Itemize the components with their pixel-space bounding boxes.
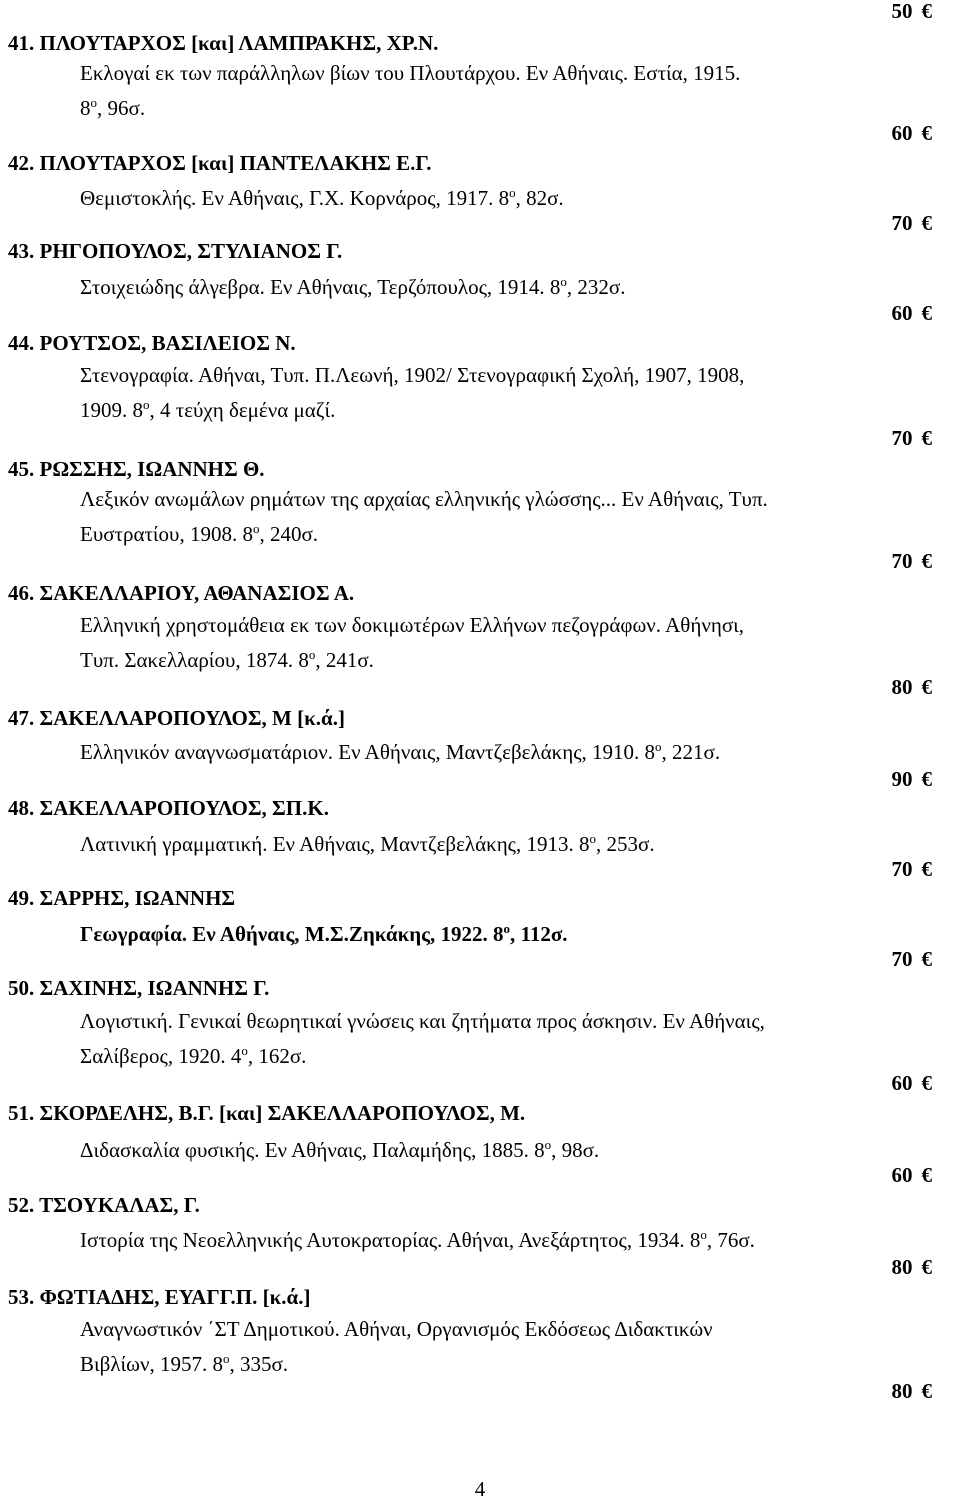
entry-heading: 42. ΠΛΟΥΤΑΡΧΟΣ [και] ΠΑΝΤΕΛΑΚΗΣ Ε.Γ.	[8, 151, 432, 175]
entry-heading: 46. ΣΑΚΕΛΛΑΡΙΟΥ, ΑΘΑΝΑΣΙΟΣ Α.	[8, 581, 355, 605]
entry-heading: 48. ΣΑΚΕΛΛΑΡΟΠΟΥΛΟΣ, ΣΠ.Κ.	[8, 796, 329, 820]
entry-heading: 43. ΡΗΓΟΠΟΥΛΟΣ, ΣΤΥΛΙΑΝΟΣ Γ.	[8, 239, 343, 263]
entry-description: Θεμιστοκλής. Εν Αθήναις, Γ.Χ. Κορνάρος, 1917. $8^o$, 82σ.	[80, 185, 564, 210]
price-tag: 60 €	[891, 301, 932, 325]
price-tag: 60 €	[891, 121, 932, 145]
price-tag: 60 €	[891, 1163, 932, 1187]
price-tag: 50 €	[891, 0, 932, 23]
entry-description: Λογιστική. Γενικαί θεωρητικαί γνώσεις και ζητήματα προς άσκησιν. Εν Αθήναις,	[80, 1009, 765, 1033]
entry-description: Ευστρατίου, 1908. $8^o$, 240σ.	[80, 521, 319, 546]
entry-heading: 44. ΡΟΥΤΣΟΣ, ΒΑΣΙΛΕΙΟΣ Ν.	[8, 331, 296, 355]
entry-heading: 41. ΠΛΟΥΤΑΡΧΟΣ [και] ΛΑΜΠΡΑΚΗΣ, ΧΡ.Ν.	[8, 31, 439, 55]
page-number: 4	[474, 1477, 486, 1501]
entry-heading: 53. ΦΩΤΙΑΔΗΣ, ΕΥΑΓΓ.Π. [κ.ά.]	[8, 1285, 311, 1309]
price-tag: 80 €	[891, 1255, 932, 1279]
entry-description: Αναγνωστικόν ΄ΣΤ Δημοτικού. Αθήναι, Οργανισμός Εκδόσεως Διδακτικών	[80, 1317, 713, 1341]
entry-description: Σαλίβερος, 1920. $4^o$, 162σ.	[80, 1043, 307, 1068]
entry-heading: 51. ΣΚΟΡΔΕΛΗΣ, Β.Γ. [και] ΣΑΚΕΛΛΑΡΟΠΟΥΛΟΣ, Μ.	[8, 1101, 526, 1125]
entry-description: Βιβλίων, 1957. $8^o$, 335σ.	[80, 1351, 289, 1376]
entry-description: Διδασκαλία φυσικής. Εν Αθήναις, Παλαμήδης, 1885. $8^o$, 98σ.	[80, 1137, 600, 1162]
entry-description: Ελληνικόν αναγνωσματάριον. Εν Αθήναις, Μαντζεβελάκης, 1910. $8^o$, 221σ.	[80, 739, 721, 764]
price-tag: 60 €	[891, 1071, 932, 1095]
entry-heading: 49. ΣΑΡΡΗΣ, ΙΩΑΝΝΗΣ	[8, 886, 236, 910]
price-tag: 70 €	[891, 211, 932, 235]
price-tag: 90 €	[891, 767, 932, 791]
entry-description: Λεξικόν ανωμάλων ρημάτων της αρχαίας ελληνικής γλώσσης... Εν Αθήναις, Τυπ.	[80, 487, 768, 511]
price-tag: 70 €	[891, 947, 932, 971]
price-tag: 70 €	[891, 549, 932, 573]
entry-description: Ελληνική χρηστομάθεια εκ των δοκιμωτέρων Ελλήνων πεζογράφων. Αθήνησι,	[80, 613, 745, 637]
entry-description: Στενογραφία. Αθήναι, Τυπ. Π.Λεωνή, 1902/ Στενογραφική Σχολή, 1907, 1908,	[80, 363, 745, 387]
entry-description: Λατινική γραμματική. Εν Αθήναις, Μαντζεβελάκης, 1913. $8^o$, 253σ.	[80, 831, 655, 856]
entry-description: Γεωγραφία. Εν Αθήναις, Μ.Σ.Ζηκάκης, 1922. $8^o$, 112σ.	[80, 921, 568, 946]
entry-description: Ιστορία της Νεοελληνικής Αυτοκρατορίας. Αθήναι, Ανεξάρτητος, 1934. $8^o$, 76σ.	[80, 1227, 755, 1252]
entry-heading: 47. ΣΑΚΕΛΛΑΡΟΠΟΥΛΟΣ, Μ [κ.ά.]	[8, 706, 345, 730]
price-tag: 70 €	[891, 426, 932, 450]
entry-description: Στοιχειώδης άλγεβρα. Εν Αθήναις, Τερζόπουλος, 1914. $8^o$, 232σ.	[80, 274, 626, 299]
entry-heading: 45. ΡΩΣΣΗΣ, ΙΩΑΝΝΗΣ Θ.	[8, 457, 265, 481]
entry-description: Εκλογαί εκ των παράλληλων βίων του Πλουτάρχου. Εν Αθήναις. Εστία, 1915.	[80, 61, 741, 85]
entry-description: $8^o$, 96σ.	[80, 95, 146, 120]
entry-description: 1909. $8^o$, 4 τεύχη δεμένα μαζί.	[80, 397, 336, 422]
price-tag: 70 €	[891, 857, 932, 881]
entry-description: Τυπ. Σακελλαρίου, 1874. $8^o$, 241σ.	[80, 647, 374, 672]
price-tag: 80 €	[891, 675, 932, 699]
price-tag: 80 €	[891, 1379, 932, 1403]
entry-heading: 52. ΤΣΟΥΚΑΛΑΣ, Γ.	[8, 1193, 200, 1217]
entry-heading: 50. ΣΑΧΙΝΗΣ, ΙΩΑΝΝΗΣ Γ.	[8, 976, 270, 1000]
